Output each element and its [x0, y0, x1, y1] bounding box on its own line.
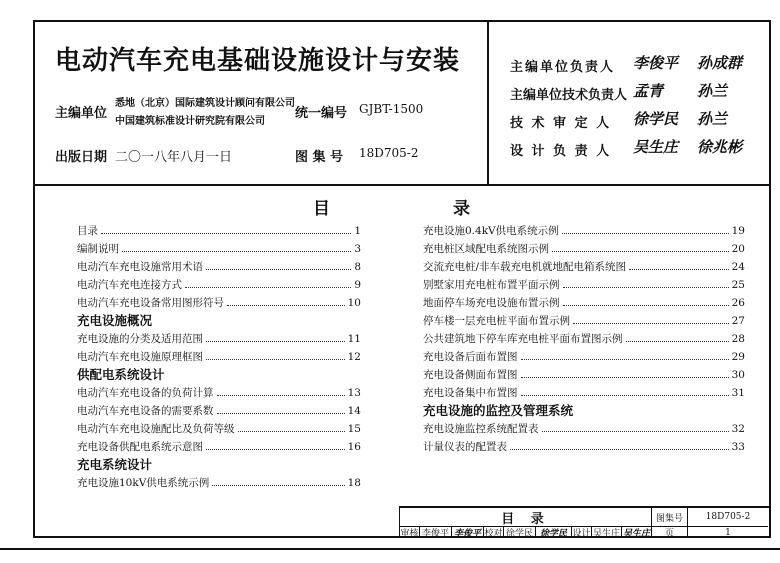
tb-review-name: 李俊平 [420, 527, 452, 538]
toc-entry[interactable] [77, 348, 361, 366]
toc-entry-page: 24 [731, 261, 745, 273]
resp-role-3: 技 术 审 定 人 [510, 116, 612, 131]
toc-entry-title: 编制说明 [77, 243, 119, 255]
tb-check-label: 校对 [484, 529, 503, 539]
toc-entry[interactable] [77, 420, 361, 438]
tb-atlas-label: 图集号 [652, 508, 688, 527]
toc-entry-page: 14 [347, 405, 361, 417]
toc-entry[interactable] [77, 294, 361, 312]
toc-entry[interactable] [77, 474, 361, 492]
toc-entry-title: 充电设备供配电系统示意图 [77, 441, 203, 453]
toc-heading-left: 目 [313, 199, 330, 219]
resp-sig-1b: 孙成群 [697, 54, 743, 72]
toc-entry-title: 充电设施10kV供电系统示例 [77, 477, 210, 489]
header-divider [487, 22, 489, 184]
toc-entry-page: 32 [731, 423, 745, 435]
toc-leader-dots [510, 449, 729, 450]
toc-entry-title: 电动汽车充电设施常用术语 [77, 261, 203, 273]
toc-section-title: 供配电系统设计 [77, 367, 165, 382]
toc-section-title: 充电系统设计 [77, 457, 153, 472]
toc-section-title: 充电设施概况 [77, 313, 153, 328]
toc-entry-page: 8 [354, 261, 361, 273]
toc-entry-title: 充电设施0.4kV供电系统示例 [423, 225, 559, 237]
toc-entry[interactable] [77, 276, 361, 294]
resp-sig-3b: 孙兰 [697, 110, 728, 128]
resp-role-1: 主编单位负责人 [510, 60, 616, 75]
resp-sig-2b: 孙兰 [697, 82, 728, 100]
toc-entry-page: 13 [347, 387, 361, 399]
toc-entry-page: 12 [347, 351, 361, 363]
atlas-no-label: 图 集 号 [295, 150, 344, 165]
toc-entry[interactable] [423, 312, 745, 330]
resp-sig-2a: 孟青 [633, 82, 664, 100]
toc-entry-page: 11 [347, 333, 361, 345]
toc-entry-title: 充电设备侧面布置图 [423, 369, 518, 381]
tb-drawing-name: 目 录 [400, 508, 652, 527]
toc-entry-title: 电动汽车充电设备常用图形符号 [77, 297, 224, 309]
tb-check-name: 徐学民 [504, 527, 536, 538]
toc-entry[interactable] [423, 420, 745, 438]
toc-entry-page: 10 [347, 297, 361, 309]
tb-design-label: 设计 [572, 529, 591, 539]
toc-leader-dots [521, 395, 729, 396]
toc-leader-dots [542, 431, 729, 432]
toc-entry[interactable] [77, 330, 361, 348]
toc-entry-title: 充电设施的分类及适用范围 [77, 333, 203, 345]
toc-entry-page: 15 [347, 423, 361, 435]
toc-section-title: 充电设施的监控及管理系统 [423, 403, 574, 418]
editor-unit-2: 中国建筑标准设计研究院有限公司 [115, 116, 265, 127]
toc-leader-dots [185, 287, 351, 288]
toc-leader-dots [212, 485, 344, 486]
atlas-no: 18D705-2 [359, 146, 419, 160]
atlas-title: 电动汽车充电基础设施设计与安装 [55, 46, 461, 76]
tb-page-no: 1 [725, 527, 731, 538]
toc-entry-page: 33 [731, 441, 745, 453]
toc-entry[interactable] [423, 366, 745, 384]
editor-unit-label: 主编单位 [55, 106, 108, 121]
tb-page-label: 页 [652, 527, 688, 538]
toc-leader-dots [217, 413, 345, 414]
toc-entry[interactable] [423, 258, 745, 276]
resp-sig-3a: 徐学民 [633, 110, 679, 128]
toc-entry[interactable] [77, 384, 361, 402]
toc-entry-title: 地面停车场充电设施布置示例 [423, 297, 560, 309]
toc-leader-dots [563, 305, 729, 306]
toc-entry[interactable] [423, 222, 745, 240]
toc-entry-page: 27 [731, 315, 745, 327]
toc-entry-title: 电动汽车充电设施原理框图 [77, 351, 203, 363]
toc-entry[interactable] [77, 258, 361, 276]
toc-entry-title: 电动汽车充电设施配比及负荷等级 [77, 423, 235, 435]
toc-entry-title: 交流充电桩/非车载充电机就地配电箱系统图 [423, 261, 627, 273]
toc-entry[interactable] [77, 438, 361, 456]
toc-leader-dots [206, 359, 345, 360]
toc-leader-dots [573, 323, 729, 324]
title-block [399, 506, 769, 538]
toc-leader-dots [563, 287, 729, 288]
toc-leader-dots [626, 341, 729, 342]
toc-entry-page: 31 [731, 387, 745, 399]
toc-entry-title: 目录 [77, 225, 98, 237]
toc-entry[interactable] [423, 240, 745, 258]
toc-entry[interactable] [423, 348, 745, 366]
toc-entry-page: 28 [731, 333, 745, 345]
toc-entry-title: 充电桩区域配电系统图示例 [423, 243, 549, 255]
toc-entry[interactable] [423, 276, 745, 294]
toc-leader-dots [521, 359, 729, 360]
toc-entry-title: 电动汽车充电设备的需要系数 [77, 405, 214, 417]
tb-review-label: 审核 [400, 529, 419, 539]
toc-entry-page: 1 [354, 225, 361, 237]
toc-entry-page: 29 [731, 351, 745, 363]
toc-heading-right: 录 [453, 199, 470, 219]
unified-no-label: 统一编号 [295, 106, 348, 121]
page-bottom-rule [0, 548, 780, 550]
toc-entry-page: 16 [347, 441, 361, 453]
tb-check-sig: 徐学民 [536, 527, 572, 538]
toc-leader-dots [238, 431, 345, 432]
tb-review-sig: 李俊平 [452, 527, 484, 538]
toc-entry-title: 电动汽车充电设备的负荷计算 [77, 387, 214, 399]
toc-left-column [77, 222, 361, 492]
toc-entry-title: 电动汽车充电连接方式 [77, 279, 182, 291]
toc-entry-title: 停车楼一层充电桩平面布置示例 [423, 315, 570, 327]
toc-entry-page: 18 [347, 477, 361, 489]
toc-right-column [423, 222, 745, 456]
toc-leader-dots [101, 233, 351, 234]
resp-role-4: 设 计 负 责 人 [510, 144, 612, 159]
toc-entry[interactable] [423, 330, 745, 348]
toc-entry[interactable] [423, 384, 745, 402]
toc-entry-title: 充电设备后面布置图 [423, 351, 518, 363]
resp-sig-1a: 李俊平 [633, 54, 679, 72]
pub-date-label: 出版日期 [55, 150, 108, 165]
editor-unit-1: 悉地（北京）国际建筑设计顾问有限公司 [115, 98, 295, 109]
toc-entry-page: 19 [731, 225, 745, 237]
pub-date: 二〇一八年八月一日 [115, 150, 233, 165]
tb-design-name: 吴生庄 [592, 529, 620, 539]
toc-entry-page: 3 [354, 243, 361, 255]
toc-leader-dots [206, 449, 345, 450]
resp-role-2: 主编单位技术负责人 [510, 88, 628, 103]
toc-entry-title: 充电设备集中布置图 [423, 387, 518, 399]
toc-entry-title: 公共建筑地下停车库充电桩平面布置图示例 [423, 333, 623, 345]
toc-entry[interactable] [77, 222, 361, 240]
toc-entry-page: 26 [731, 297, 745, 309]
toc-leader-dots [206, 341, 345, 342]
toc-entry-page: 30 [731, 369, 745, 381]
toc-entry-page: 25 [731, 279, 745, 291]
toc-entry[interactable] [423, 438, 745, 456]
resp-sig-4b: 徐兆彬 [697, 138, 743, 156]
toc-leader-dots [227, 305, 345, 306]
toc-leader-dots [206, 269, 351, 270]
toc-entry[interactable] [77, 240, 361, 258]
toc-entry-page: 20 [731, 243, 745, 255]
toc-entry-page: 9 [354, 279, 361, 291]
unified-no: GJBT-1500 [359, 102, 424, 116]
toc-entry[interactable] [77, 402, 361, 420]
toc-leader-dots [562, 233, 729, 234]
toc-leader-dots [552, 251, 729, 252]
toc-leader-dots [217, 395, 345, 396]
toc-leader-dots [521, 377, 729, 378]
toc-entry[interactable] [423, 294, 745, 312]
drawing-sheet [33, 20, 771, 538]
cover-header [35, 22, 769, 186]
toc-leader-dots [122, 251, 351, 252]
tb-design-sig: 吴生庄 [622, 529, 650, 539]
resp-sig-4a: 吴生庄 [633, 138, 679, 156]
tb-atlas-no: 18D705-2 [688, 508, 768, 527]
toc-leader-dots [629, 269, 729, 270]
toc-entry-title: 计量仪表的配置表 [423, 441, 507, 453]
toc-entry-title: 别墅家用充电桩布置平面示例 [423, 279, 560, 291]
toc-entry-title: 充电设施监控系统配置表 [423, 423, 539, 435]
